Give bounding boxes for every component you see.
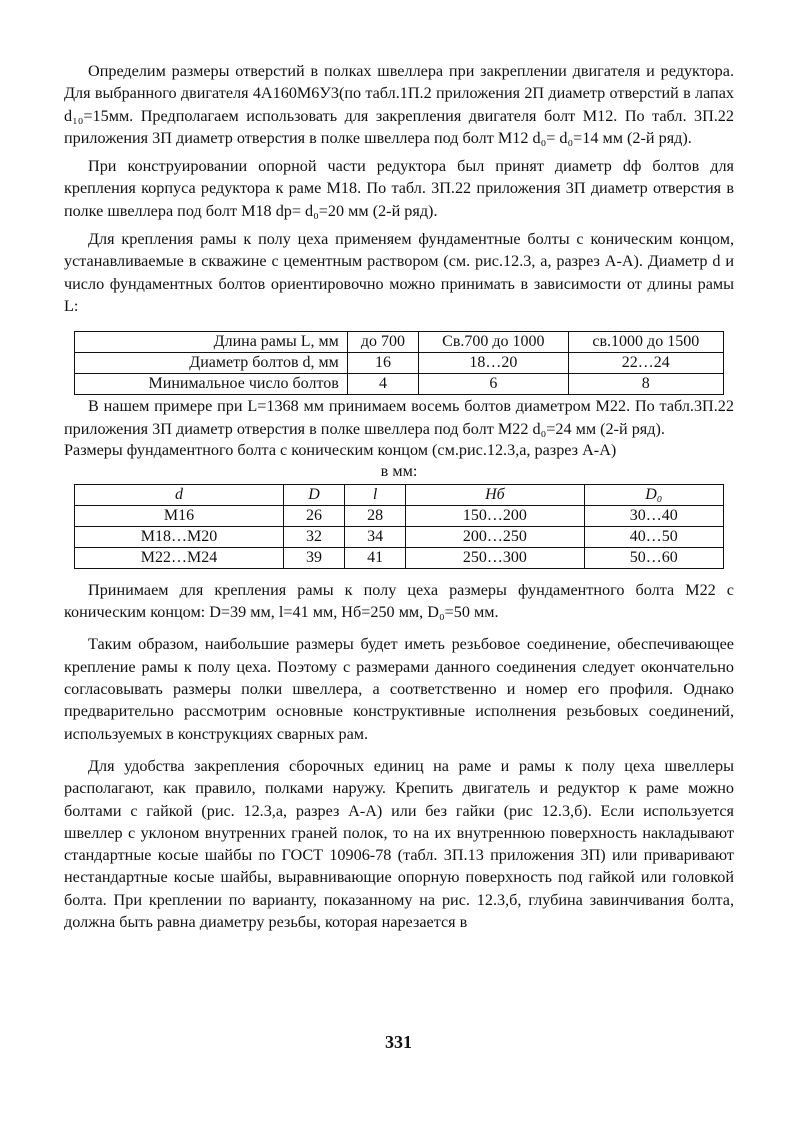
table-cell: 26 (283, 505, 344, 526)
table-row (75, 332, 724, 353)
table-row (75, 526, 724, 547)
column-header: l (345, 484, 406, 505)
table2-caption: Размеры фундаментного болта с коническим концом (см.рис.12.3,а, разрез А-А) (64, 440, 617, 459)
table-cell: 16 (347, 353, 418, 374)
paragraph-channel-mounting: Для удобства закрепления сборочных единиц на раме и рамы к полу цеха швеллеры располагают, как правило, полками наружу. Крепить двигатель и редуктор к раме можно болтами с гайкой (рис. 12.3,а, разрез А-А) или без гайки (рис 12.3,б). Если используется швеллер с уклоном внутренних граней полок, то на их внутреннюю поверхность накладывают стандартные косые шайбы по ГОСТ 10906-78 (табл. 3П.13 приложения 3П) или приваривают нестандартные косые шайбы, выравнивающие опорную поверхность под гайкой или головкой болта. При креплении по варианту, показанному на рис. 12.3,б, глубина завинчивания болта, должна быть равна диаметру резьбы, которая нарезается в (64, 756, 734, 932)
paragraph-accepted-dimensions: Принимаем для крепления рамы к полу цеха размеры фундаментного болта М22 с коническим концом: D=39 мм, l=41 мм, Hб=250 мм, D₀=50 мм. (64, 580, 734, 622)
table-row (75, 505, 724, 526)
column-header: D (283, 484, 344, 505)
paragraph-example-bolts: В нашем примере при L=1368 мм принимаем восемь болтов диаметром М22. По табл.3П.22 приложения 3П диаметр отверстия в полке швеллера под болт М22 d₀=24 мм (2-й ряд). (64, 397, 734, 438)
page-number: 331 (385, 1032, 412, 1052)
table-cell: 6 (419, 374, 568, 395)
table-cell: 32 (283, 526, 344, 547)
table-row (75, 353, 724, 374)
table-cell: М16 (75, 505, 284, 526)
table-row (75, 547, 724, 568)
table-cell: Св.700 до 1000 (419, 332, 568, 353)
paragraph-largest-joint: Таким образом, наибольшие размеры будет иметь резьбовое соединение, обеспечивающее крепление рамы к полу цеха. Поэтому с размерами данного соединения следует окончательно согласовывать размеры полки швеллера, а соответственно и номер его профиля. Однако предварительно рассмотрим основные конструктивные исполнения резьбовых соединений, используемых в конструкциях сварных рам. (64, 635, 734, 743)
table-cell: 41 (345, 547, 406, 568)
table-cell: 34 (345, 526, 406, 547)
table-row (75, 374, 724, 395)
column-header: D₀ (584, 484, 723, 505)
foundation-bolt-table (74, 484, 724, 569)
table-cell: Диаметр болтов d, мм (75, 353, 348, 374)
table-cell: М18…М20 (75, 526, 284, 547)
table-cell: св.1000 до 1500 (568, 332, 723, 353)
table-cell: 250…300 (406, 547, 584, 568)
column-header: Hб (406, 484, 584, 505)
paragraph-foundation-bolts: Для крепления рамы к полу цеха применяем фундаментные болты с коническим концом, устанавливаемые в скважине с цементным раствором (см. рис.12.3, а, разрез А-А). Диаметр d и число фундаментных болтов ориентировочно можно принимать в зависимости от длины рамы L: (64, 230, 734, 315)
paragraph-gearbox-support: При конструировании опорной части редуктора был принят диаметр dф болтов для крепления корпуса редуктора к раме М18. По табл. 3П.22 приложения 3П диаметр отверстия в полке швеллера под болт М18 dр= d₀=20 мм (2-й ряд). (64, 157, 734, 220)
document-page (64, 60, 734, 933)
table-cell: 40…50 (584, 526, 723, 547)
table-cell: 150…200 (406, 505, 584, 526)
table-cell: 4 (347, 374, 418, 395)
paragraph-holes-motor: Определим размеры отверстий в полках швеллера при закреплении двигателя и редуктора. Для выбранного двигателя 4А160М6У3(по табл.1П.2 приложения 2П диаметр отверстий в лапах d₁₀=15мм. Предполагаем использовать для закрепления двигателя болт М12. По табл. 3П.22 приложения 3П диаметр отверстия в полке швеллера под болт М12 d₀= d₀=14 мм (2-й ряд). (64, 62, 734, 147)
table-cell: Длина рамы L, мм (75, 332, 348, 353)
table-cell: 8 (568, 374, 723, 395)
bolt-count-table (74, 331, 724, 395)
table-cell: 18…20 (419, 353, 568, 374)
table2-units: в мм: (380, 461, 418, 480)
table-cell: 39 (283, 547, 344, 568)
table-cell: М22…М24 (75, 547, 284, 568)
table-cell: 30…40 (584, 505, 723, 526)
table-cell: Минимальное число болтов (75, 374, 348, 395)
table-cell: 22…24 (568, 353, 723, 374)
table-cell: 28 (345, 505, 406, 526)
table-header-row (75, 484, 724, 505)
table-cell: до 700 (347, 332, 418, 353)
table-cell: 200…250 (406, 526, 584, 547)
column-header: d (75, 484, 284, 505)
table-cell: 50…60 (584, 547, 723, 568)
